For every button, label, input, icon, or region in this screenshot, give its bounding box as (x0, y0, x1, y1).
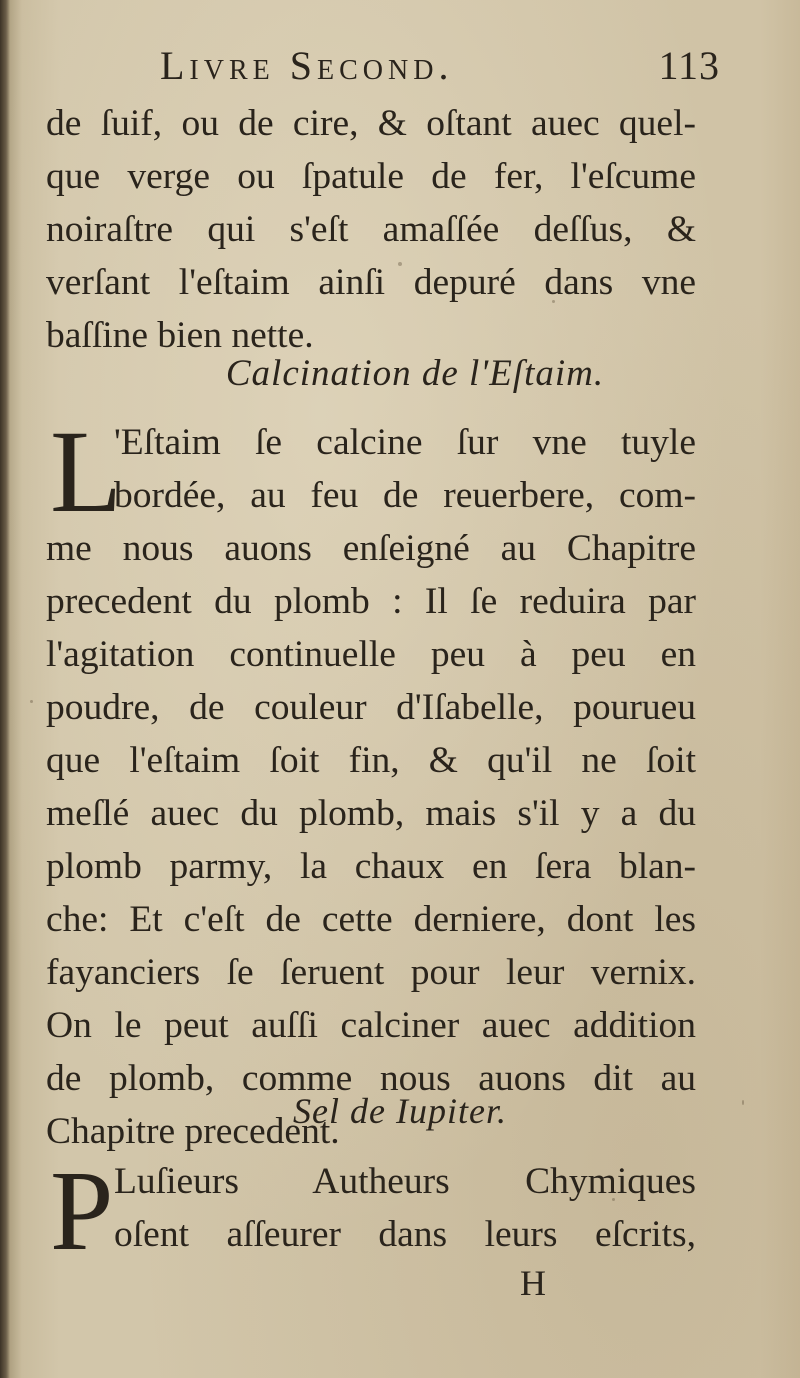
text-line: me nous auons enſeigné au Chapitre (46, 528, 696, 569)
text-line: plomb parmy, la chaux en ſera blan- (46, 846, 696, 887)
text-line: verſant l'eſtaim ainſi depuré dans vne (46, 262, 696, 303)
drop-cap: P (50, 1147, 114, 1274)
text-line: che: Et c'eſt de cette derniere, dont les (46, 899, 696, 940)
text-line: de ſuif, ou de cire, & oſtant auec quel- (46, 103, 696, 144)
running-head (50, 42, 720, 98)
text-line: meſlé auec du plomb, mais s'il y a du (46, 793, 696, 834)
page-gutter (0, 0, 10, 1378)
section-sel-de-iupiter (46, 1147, 696, 1274)
paper-speck (552, 300, 555, 303)
text-line: que verge ou ſpatule de fer, l'eſcume (46, 156, 696, 197)
running-title: Livre Second. (160, 43, 454, 88)
text-line: oſent aſſeurer dans leurs eſcrits, (114, 1214, 696, 1255)
text-line: l'agitation continuelle peu à peu en (46, 634, 696, 675)
paper-speck (30, 700, 33, 703)
text-line: precedent du plomb : Il ſe reduira par (46, 581, 696, 622)
drop-cap: L (50, 406, 123, 537)
text-line: baſſine bien nette. (46, 315, 314, 356)
section-body (46, 406, 696, 1158)
section-body (46, 1147, 696, 1274)
text-line: On le peut auſſi calciner auec addition (46, 1005, 696, 1046)
text-line: 'Eſtaim ſe calcine ſur vne tuyle (114, 422, 696, 463)
paper-speck (612, 1198, 615, 1201)
signature-mark: H (520, 1263, 546, 1303)
text-line: poudre, de couleur d'Iſabelle, pourueu (46, 687, 696, 728)
text-line: Chapitre precedent. (46, 1111, 340, 1152)
section-heading-sel-de-iupiter: Sel de Iupiter. (293, 1091, 507, 1131)
paper-speck (742, 1100, 744, 1105)
page-number: 113 (658, 43, 720, 88)
paragraph-continuation (46, 97, 696, 362)
text-line: Luſieurs Autheurs Chymiques (114, 1161, 696, 1202)
text-line: de plomb, comme nous auons dit au (46, 1058, 696, 1099)
text-line: noiraſtre qui s'eſt amaſſée deſſus, & (46, 209, 696, 250)
section-heading-calcination: Calcination de l'Eſtaim. (225, 353, 605, 394)
text-line: fayanciers ſe ſeruent pour leur vernix. (46, 952, 696, 993)
text-line: bordée, au feu de reuerbere, com- (114, 475, 696, 516)
text-line: que l'eſtaim ſoit fin, & qu'il ne ſoit (46, 740, 696, 781)
paper-speck (398, 262, 402, 266)
